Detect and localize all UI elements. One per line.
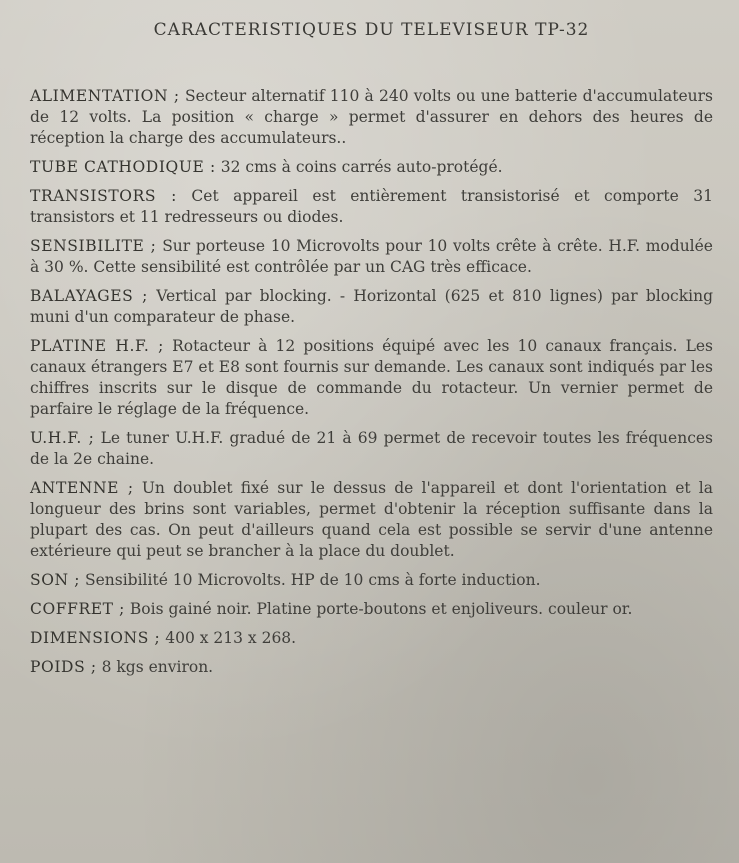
section-heading: SENSIBILITE ; <box>30 237 157 255</box>
section-balayages <box>30 286 713 328</box>
section-coffret <box>30 599 713 620</box>
section-text: Cet appareil est entièrement transistorisé et comporte 31 transistors et 11 redresseurs ou diodes. <box>30 187 713 226</box>
section-text: Sur porteuse 10 Microvolts pour 10 volts crête à crête. H.F. modulée à 30 %. Cette sensibilité est contrôlée par un CAG très efficace. <box>30 237 713 276</box>
section-heading: COFFRET ; <box>30 600 125 618</box>
section-heading: U.H.F. ; <box>30 429 95 447</box>
section-text: Vertical par blocking. - Horizontal (625 et 810 lignes) par blocking muni d'un comparateur de phase. <box>30 287 713 326</box>
section-heading: BALAYAGES ; <box>30 287 149 305</box>
section-tube-cathodique <box>30 157 713 178</box>
section-platine-hf <box>30 336 713 420</box>
section-son <box>30 570 713 591</box>
document-title: CARACTERISTIQUES DU TELEVISEUR TP-32 <box>153 20 590 40</box>
section-heading: DIMENSIONS ; <box>30 629 161 647</box>
section-antenne <box>30 478 713 562</box>
section-heading: TUBE CATHODIQUE : <box>30 158 216 176</box>
section-text: Rotacteur à 12 positions équipé avec les 10 canaux français. Les canaux étrangers E7 et E8 sont fournis sur demande. Les canaux sont indiqués par les chiffres inscrits sur le disque de commande du rotacteur. Un vernier permet de parfaire le réglage de la fréquence. <box>30 337 713 418</box>
section-dimensions <box>30 628 713 649</box>
section-transistors <box>30 186 713 228</box>
section-heading: POIDS ; <box>30 658 97 676</box>
section-text: Le tuner U.H.F. gradué de 21 à 69 permet de recevoir toutes les fréquences de la 2e chaine. <box>30 429 713 468</box>
section-heading: PLATINE H.F. ; <box>30 337 164 355</box>
section-poids <box>30 657 713 678</box>
section-heading: ANTENNE ; <box>30 479 134 497</box>
section-text: Un doublet fixé sur le dessus de l'appareil et dont l'orientation et la longueur des brins sont variables, permet d'obtenir la réception suffisante dans la plupart des cas. On peut d'ailleurs quand cela est possible se servir d'une antenne extérieure qui peut se brancher à la place du doublet. <box>30 479 713 560</box>
section-heading: SON ; <box>30 571 81 589</box>
section-heading: TRANSISTORS : <box>30 187 177 205</box>
section-text: 32 cms à coins carrés auto-protégé. <box>220 158 503 176</box>
section-uhf <box>30 428 713 470</box>
section-heading: ALIMENTATION ; <box>30 87 180 105</box>
section-text: Bois gainé noir. Platine porte-boutons et enjoliveurs. couleur or. <box>129 600 633 618</box>
section-text: 400 x 213 x 268. <box>165 629 297 647</box>
section-text: Sensibilité 10 Microvolts. HP de 10 cms à forte induction. <box>84 571 541 589</box>
section-alimentation <box>30 86 713 149</box>
section-text: 8 kgs environ. <box>101 658 214 676</box>
section-sensibilite <box>30 236 713 278</box>
section-text: Secteur alternatif 110 à 240 volts ou une batterie d'accumulateurs de 12 volts. La position « charge » permet d'assurer en dehors des heures de réception la charge des accumulateurs.. <box>30 87 713 147</box>
